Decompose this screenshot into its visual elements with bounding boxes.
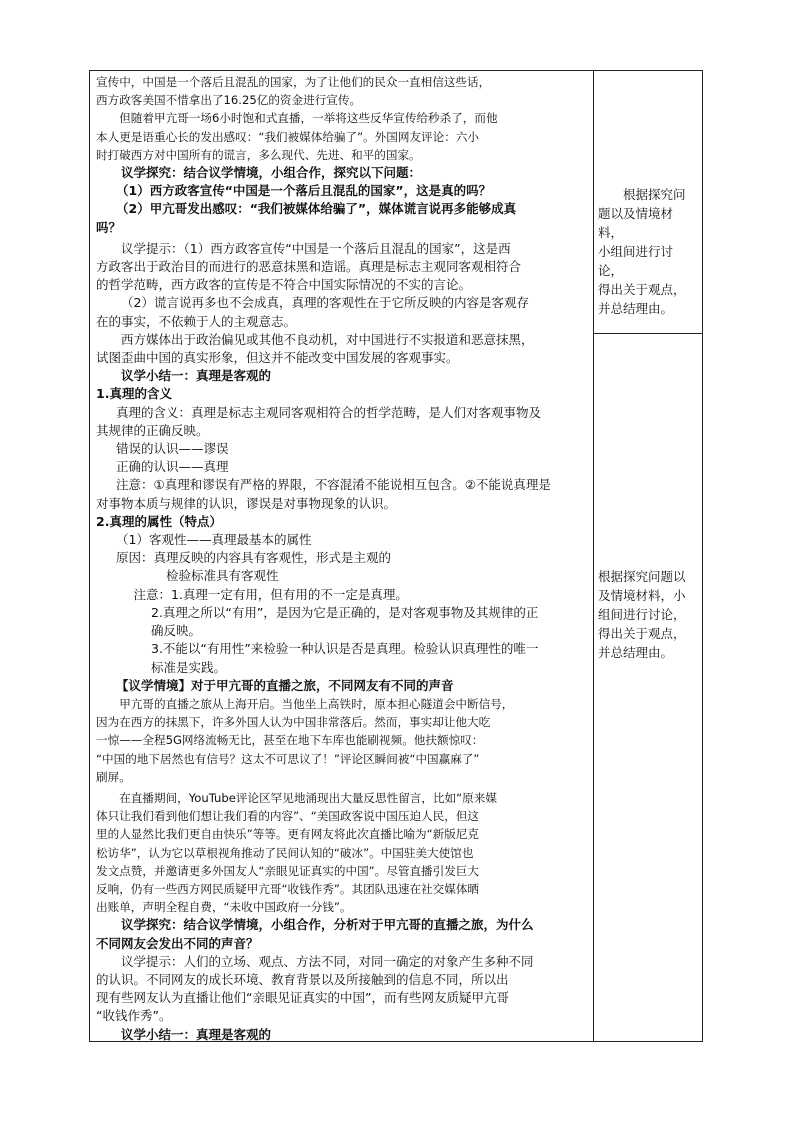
summary-heading: 议学小结一：真理是客观的: [121, 368, 272, 384]
body-line: 宣传中，中国是一个落后且混乱的国家，为了让他们的民众一直相信这些话，: [96, 75, 491, 89]
task-heading: 不同网友会发出不同的声音？: [96, 935, 259, 951]
definition-line: 真理的含义：真理是标志主观同客观相符合的哲学范畴，是人们对客观事物及: [116, 404, 542, 420]
scenario-line: 甲亢哥的直播之旅从上海开启。当他坐上高铁时，原本担心隧道会中断信号，: [119, 696, 514, 711]
note-line: 对事物本质与规律的认识，谬误是对事物现象的认识。: [96, 495, 397, 511]
teacher-note-1: [598, 185, 694, 318]
task-heading: 议学探究：结合议学情境，小组合作，探究以下问题：: [121, 165, 422, 181]
hint-line: 试图歪曲中国的真实形象，但这并不能改变中国发展的客观事实。: [96, 350, 459, 366]
scenario-line: 因为在西方的抹黑下，许多外国人认为中国非常落后。然而，事实却让他大吃: [96, 715, 491, 730]
property-line: 原因：真理反映的内容具有客观性，形式是主观的: [116, 550, 392, 566]
note-line: 根据探究问题以: [598, 569, 686, 584]
section-heading: 1.真理的含义: [96, 386, 172, 402]
scenario-line: 出账单，声明全程自费，“未收中国政府一分钱”。: [96, 900, 352, 915]
hint-line: 议学提示：人们的立场、观点、方法不同，对同一确定的对象产生多种不同: [121, 953, 534, 969]
hint-line: 方政客出于政治目的而进行的恶意抹黑和造谣。真理是标志主观同客观相符合: [96, 259, 522, 275]
note-line: 注意：①真理和谬误有严格的界限，不容混淆不能说相互包含。②不能说真理是: [116, 477, 551, 493]
body-line: 时打破西方对中国所有的谎言，多么现代、先进、和平的国家。: [96, 147, 421, 162]
summary-heading: 议学小结一：真理是客观的: [121, 1026, 272, 1042]
property-line: （1）客观性——真理最基本的属性: [116, 532, 312, 548]
note-line: 2.真理之所以“有用”，是因为它是正确的，是对客观事物及其规律的正: [151, 604, 539, 620]
scenario-heading: 【议学情境】对于甲亢哥的直播之旅，不同网友有不同的声音: [116, 677, 454, 693]
question: （1）西方政客宣传“中国是一个落后且混乱的国家”，这是真的吗？: [116, 183, 492, 199]
note-line: 并总结理由。: [598, 645, 674, 660]
note-line: 并总结理由。: [598, 301, 674, 316]
teacher-note-2: [598, 567, 694, 662]
scenario-line: 体只让我们看到他们想让我们看的内容”、“美国政客说中国压迫人民，但这: [96, 809, 480, 824]
section-heading: 2.真理的属性（特点）: [96, 513, 222, 529]
note-line: 根据探究问: [623, 187, 686, 202]
question: （2）甲亢哥发出感叹：“我们被媒体给骗了”，媒体谎言说再多能够成真: [116, 201, 517, 217]
note-line: 标准是实践。: [151, 659, 227, 675]
activity-column: [96, 73, 674, 1044]
note-line: 注意：1.真理一定有用，但有用的不一定是真理。: [133, 586, 408, 602]
note-line: 确反映。: [151, 623, 202, 639]
note-line: 题以及情境材料，: [598, 206, 674, 240]
lesson-table: [89, 70, 703, 1042]
definition-line: 其规律的正确反映。: [96, 422, 209, 438]
question: 吗？: [96, 219, 122, 235]
task-heading: 议学探究：结合议学情境，小组合作，分析对于甲亢哥的直播之旅，为什么: [121, 917, 534, 933]
scenario-line: 刷屏。: [96, 769, 131, 784]
hint-line: （2）谎言说再多也不会成真，真理的客观性在于它所反映的内容是客观存: [121, 295, 529, 311]
hint-line: 在的事实，不依赖于人的主观意志。: [96, 313, 297, 329]
scenario-line: 里的人显然比我们更自由快乐”等等。更有网友将此次直播比喻为“新版尼克: [96, 827, 480, 842]
scenario-line: 松访华”，认为它以草根视角推动了民间认知的“破冰”。中国驻美大使馆也: [96, 845, 474, 860]
hint-line: 议学提示：（1）西方政客宣传“中国是一个落后且混乱的国家”，这是西: [121, 240, 511, 256]
property-line: 检验标准具有客观性: [166, 568, 279, 584]
body-line: 但随着甲亢哥一场6小时饱和式直播，一举将这些反华宣传给秒杀了，而他: [119, 111, 498, 126]
scenario-line: 发文点赞，并邀请更多外国友人“亲眼见证真实的中国”。尽管直播引发巨大: [96, 863, 480, 878]
definition-line: 正确的认识——真理: [116, 459, 229, 475]
hint-line: 的认识。不同网友的成长环境、教育背景以及所接触到的信息不同，所以出: [96, 971, 509, 987]
scenario-line: 在直播期间，YouTube评论区罕见地涌现出大量反思性留言，比如“原来媒: [119, 790, 497, 805]
note-line: 及情境材料，小: [598, 588, 686, 603]
scenario-line: 反响，仍有一些西方网民质疑甲亢哥“收钱作秀”。其团队迅速在社交媒体晒: [96, 881, 480, 896]
hint-line: 的哲学范畴，西方政客的宣传是不符合中国实际情况的不实的言论。: [96, 277, 472, 293]
body-line: 本人更是语重心长的发出感叹：“我们被媒体给骗了”。外国网友评论：六小: [96, 129, 480, 144]
scenario-line: “中国的地下居然也有信号？这太不可思议了！”评论区瞬间被“中国赢麻了”: [96, 751, 480, 766]
body-line: 西方政客美国不惜拿出了16.25亿的资金进行宣传。: [96, 93, 362, 108]
note-line: 得出关于观点，: [598, 626, 686, 641]
note-line: 3.不能以“有用性”来检验一种认识是否是真理。检验认识真理性的唯一: [151, 641, 539, 657]
hint-line: “收钱作秀”。: [96, 1008, 172, 1024]
definition-line: 错误的认识——谬误: [116, 441, 229, 457]
note-line: 组间进行讨论，: [598, 607, 686, 622]
hint-line: 现有些网友认为直播让他们“亲眼见证真实的中国”，而有些网友质疑甲亢哥: [96, 990, 509, 1006]
hint-line: 西方媒体出于政治偏见或其他不良动机，对中国进行不实报道和恶意抹黑，: [121, 331, 534, 347]
scenario-line: 一惊——全程5G网络流畅无比，甚至在地下车库也能刷视频。他扶额惊叹：: [96, 733, 484, 748]
note-line: 得出关于观点，: [598, 282, 686, 297]
note-line: 小组间进行讨论，: [598, 244, 674, 278]
